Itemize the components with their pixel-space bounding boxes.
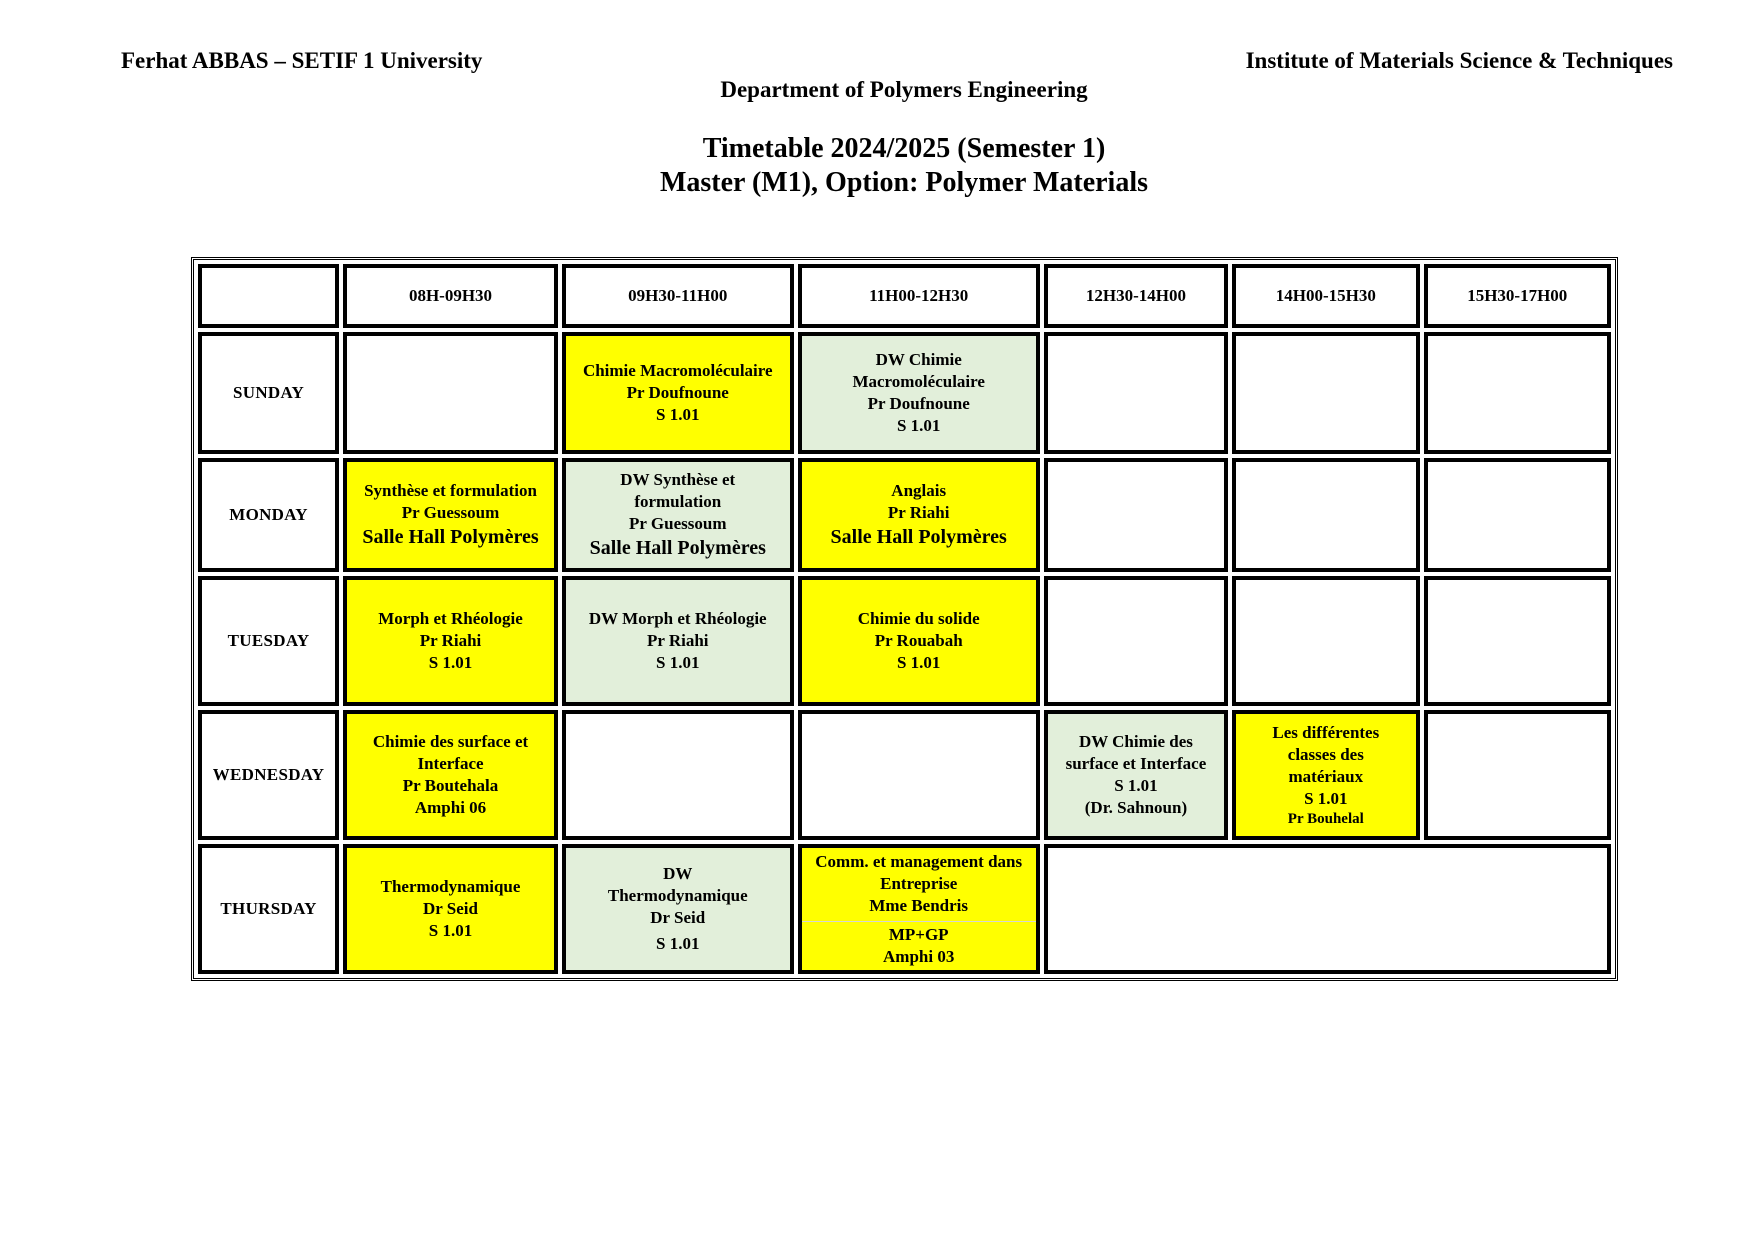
- course-title: DW Chimie des: [1078, 732, 1193, 751]
- empty-cell: [343, 332, 558, 454]
- slot-header: 08H-09H30: [343, 264, 558, 328]
- course-room: Salle Hall Polymères: [589, 537, 766, 559]
- course-cell: [562, 844, 794, 974]
- course-teacher: Pr Guessoum: [401, 503, 500, 522]
- course-title: DW Chimie: [875, 350, 962, 369]
- course-room: Salle Hall Polymères: [362, 526, 539, 548]
- day-label: WEDNESDAY: [198, 710, 339, 840]
- course-room: Amphi 06: [414, 798, 487, 817]
- course-cell: [1044, 710, 1228, 840]
- title-line-1: Timetable 2024/2025 (Semester 1): [702, 133, 1106, 164]
- day-label: TUESDAY: [198, 576, 339, 706]
- course-teacher: Dr Seid: [650, 908, 706, 927]
- course-teacher: Pr Doufnoune: [867, 394, 970, 413]
- course-teacher: Dr Seid: [423, 899, 478, 918]
- course-teacher: Pr Rouabah: [874, 631, 963, 650]
- course-cell: [1232, 710, 1419, 840]
- header-row: [198, 264, 1611, 328]
- course-cell: [798, 576, 1040, 706]
- course-cell: [562, 576, 794, 706]
- course-cell: [562, 458, 794, 572]
- course-group: MP+GP: [802, 921, 1036, 946]
- course-title: Thermodynamique: [607, 886, 748, 905]
- course-title: Comm. et management dans: [815, 851, 1023, 871]
- course-teacher: Pr Riahi: [419, 631, 482, 650]
- institute-name: Institute of Materials Science & Techniques: [1245, 48, 1673, 73]
- course-title: Chimie Macromoléculaire: [582, 361, 773, 380]
- slot-header: 12H30-14H00: [1044, 264, 1228, 328]
- row-thursday: [198, 844, 1611, 974]
- day-label: SUNDAY: [198, 332, 339, 454]
- course-title: Thermodynamique: [380, 877, 521, 896]
- course-teacher: Pr Bouhelal: [1287, 811, 1364, 827]
- empty-cell-merged: [1044, 844, 1611, 974]
- empty-cell: [1044, 576, 1228, 706]
- course-room: Salle Hall Polymères: [830, 526, 1007, 548]
- course-room: S 1.01: [896, 416, 941, 435]
- day-label: MONDAY: [198, 458, 339, 572]
- row-monday: [198, 458, 1611, 572]
- title-line-2: Master (M1), Option: Polymer Materials: [659, 167, 1149, 198]
- course-cell: [562, 332, 794, 454]
- course-title: Anglais: [891, 481, 947, 500]
- course-title: Macromoléculaire: [852, 372, 985, 391]
- row-sunday: [198, 332, 1611, 454]
- course-room: S 1.01: [1304, 789, 1348, 808]
- empty-cell: [1424, 576, 1611, 706]
- empty-cell: [1044, 458, 1228, 572]
- course-title: surface et Interface: [1065, 754, 1207, 773]
- slot-header: 14H00-15H30: [1232, 264, 1419, 328]
- course-room: S 1.01: [428, 653, 473, 672]
- slot-header: 15H30-17H00: [1424, 264, 1611, 328]
- course-room: S 1.01: [656, 934, 700, 953]
- row-tuesday: [198, 576, 1611, 706]
- course-room: Amphi 03: [883, 946, 955, 966]
- empty-cell: [1424, 332, 1611, 454]
- empty-cell: [1232, 458, 1419, 572]
- university-name: Ferhat ABBAS – SETIF 1 University: [121, 48, 483, 73]
- slot-header: 11H00-12H30: [798, 264, 1040, 328]
- course-title: matériaux: [1288, 767, 1364, 786]
- course-title: Synthèse et formulation: [364, 481, 537, 500]
- empty-cell: [1424, 458, 1611, 572]
- day-label: THURSDAY: [198, 844, 339, 974]
- course-title: Interface: [417, 754, 484, 773]
- course-teacher: Pr Guessoum: [629, 514, 727, 533]
- document-title: [0, 132, 1755, 200]
- course-cell: [343, 710, 558, 840]
- course-room: S 1.01: [656, 405, 700, 424]
- empty-cell: [1232, 332, 1419, 454]
- course-teacher: Pr Riahi: [646, 631, 709, 650]
- course-title: Les différentes: [1272, 723, 1380, 742]
- course-cell: [798, 458, 1040, 572]
- course-title: Entreprise: [880, 873, 958, 893]
- course-room: S 1.01: [1114, 776, 1158, 795]
- course-title: classes des: [1287, 745, 1364, 764]
- timetable: [191, 257, 1618, 981]
- course-teacher: Mme Bendris: [869, 895, 969, 915]
- course-title: DW Synthèse et: [620, 470, 736, 489]
- course-room: S 1.01: [656, 653, 700, 672]
- course-teacher: Pr Boutehala: [402, 776, 499, 795]
- course-cell: [343, 576, 558, 706]
- course-title: DW Morph et Rhéologie: [588, 609, 767, 628]
- course-cell: [343, 458, 558, 572]
- course-title: Chimie du solide: [857, 609, 980, 628]
- course-title: formulation: [634, 492, 722, 511]
- course-teacher: Pr Doufnoune: [626, 383, 729, 402]
- empty-cell: [1044, 332, 1228, 454]
- course-title: Chimie des surface et: [372, 732, 529, 751]
- empty-cell: [798, 710, 1040, 840]
- course-room: S 1.01: [428, 921, 473, 940]
- course-cell: [798, 332, 1040, 454]
- course-room: S 1.01: [896, 653, 941, 672]
- slot-header: 09H30-11H00: [562, 264, 794, 328]
- empty-cell: [1232, 576, 1419, 706]
- empty-cell: [1424, 710, 1611, 840]
- course-cell: [343, 844, 558, 974]
- course-cell: [798, 844, 1040, 974]
- row-wednesday: [198, 710, 1611, 840]
- empty-cell: [562, 710, 794, 840]
- department-name: Department of Polymers Engineering: [720, 77, 1088, 102]
- corner-cell: [198, 264, 339, 328]
- course-title: DW: [663, 864, 693, 883]
- course-title: Morph et Rhéologie: [378, 609, 523, 628]
- course-teacher: (Dr. Sahnoun): [1084, 798, 1188, 817]
- course-teacher: Pr Riahi: [887, 503, 950, 522]
